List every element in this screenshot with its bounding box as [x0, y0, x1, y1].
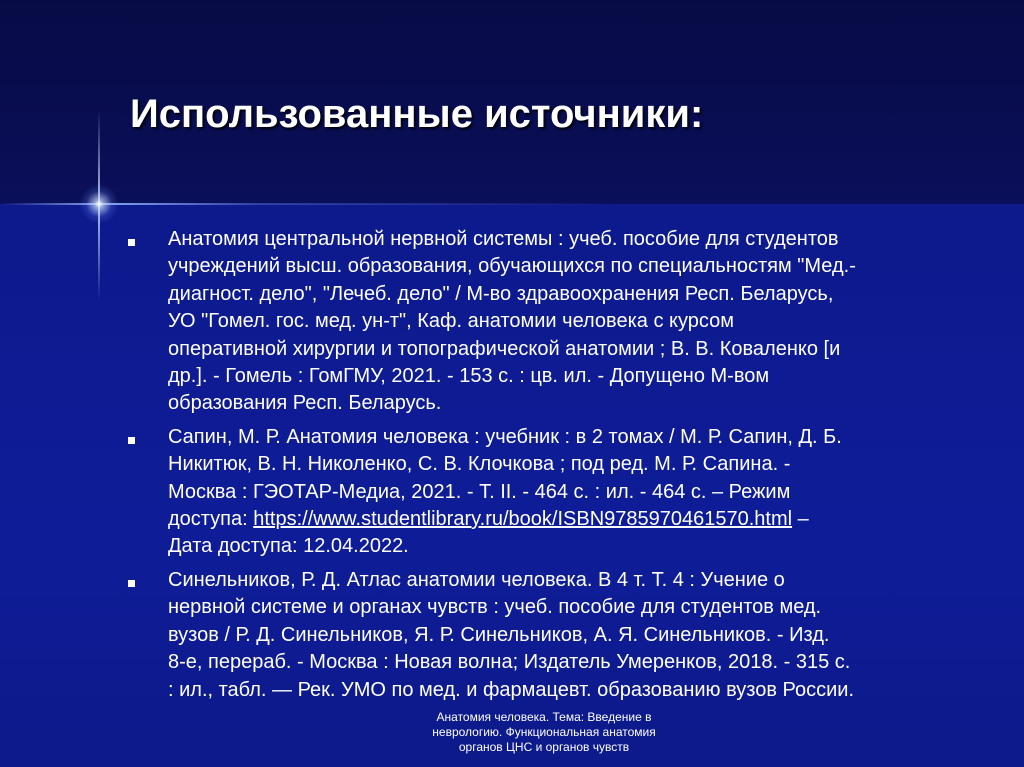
- source-text: Синельников, Р. Д. Атлас анатомии человека. В 4 т. Т. 4 : Учение о нервной системе и органах чувств : учеб. пособие для студентов мед. вузов / Р. Д. Синельников, Я. Р. Синельников, А. Я. Синельников. - Изд. 8-е, перераб. - Москва : Новая волна; Издатель Умеренков, 2018. - 315 с. : ил., табл. — Рек. УМО по мед. и фармацевт. образованию вузов России.: [168, 568, 855, 701]
- bullet-icon: [128, 437, 135, 444]
- list-item: [128, 226, 958, 418]
- bullet-icon: [128, 239, 135, 246]
- source-text-before-link: Сапин, М. Р. Анатомия человека : учебник : в 2 томах / М. Р. Сапин, Д. Б. Никитюк, В. Н. Николенко, С. В. Клочкова ; под ред. М. Р. Сапина. - Москва : ГЭОТАР-Медиа, 2021. - Т. II. - 464 с. : ил. - 464 с. – Режим доступа:: [168, 425, 842, 531]
- source-text: [168, 424, 958, 561]
- list-item: [128, 567, 958, 704]
- list-item: [128, 424, 958, 561]
- footer-caption: Анатомия человека. Тема: Введение в неврологию. Функциональная анатомия органов ЦНС и органов чувств: [432, 710, 656, 754]
- decorative-horizontal-line: [0, 203, 1024, 205]
- bullet-icon: [128, 580, 135, 587]
- page-title: Использованные источники:: [130, 92, 704, 136]
- sparkle-icon: [79, 184, 119, 224]
- source-text-after-link: – Дата доступа: 12.04.2022.: [168, 508, 809, 558]
- source-text: Анатомия центральной нервной системы : учеб. пособие для студентов учреждений высш. образования, обучающихся по специальностям "Мед.- диагност. дело", "Лечеб. дело" / М-во здравоохранения Респ. Беларусь, УО "Гомел. гос. мед. ун-т", Каф. анатомии человека с курсом оперативной хирургии и топографической анатомии ; В. В. Коваленко [и др.]. - Гомель : ГомГМУ, 2021. - 153 с. : цв. ил. - Допущено М-вом образования Респ. Беларусь.: [168, 228, 856, 415]
- source-link[interactable]: https://www.studentlibrary.ru/book/ISBN9785970461570.html: [253, 508, 793, 531]
- sources-list: [128, 226, 958, 710]
